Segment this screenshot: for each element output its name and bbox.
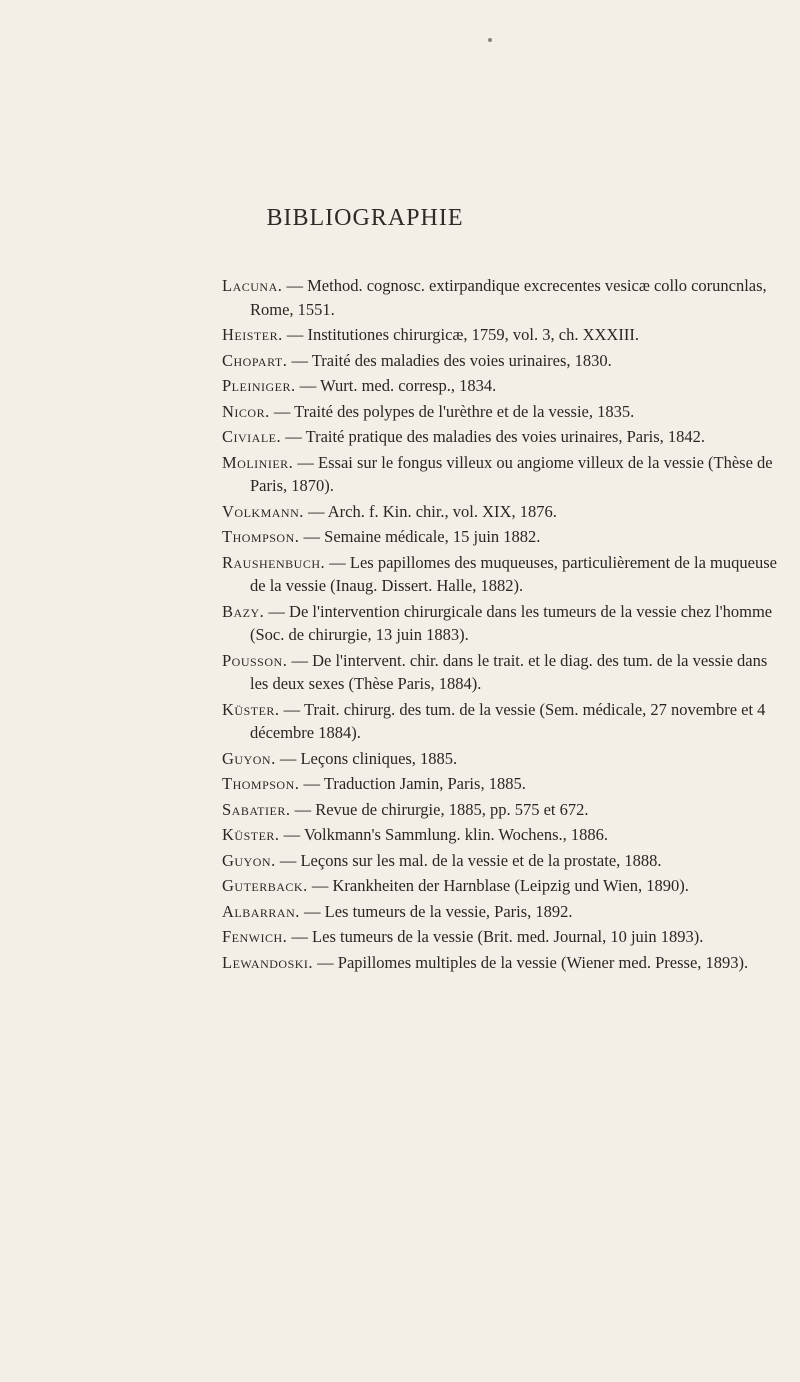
- bibliography-entry: [222, 274, 782, 321]
- bibliography-entry: [222, 900, 782, 924]
- entry-text: — Wurt. med. corresp., 1834.: [295, 376, 497, 395]
- entry-author: Bazy.: [222, 601, 265, 621]
- entry-author: Raushenbuch.: [222, 552, 326, 572]
- entry-text: — Papillomes multiples de la vessie (Wiener med. Presse, 1893).: [313, 952, 749, 972]
- entry-author: Sabatier.: [222, 799, 291, 819]
- page-title: BIBLIOGRAPHIE: [266, 205, 464, 231]
- bibliography-entry: [222, 925, 782, 949]
- entry-text: — Trait. chirurg. des tum. de la vessie (Sem. médicale, 27 novembre et 4 décembre 1884).: [250, 699, 766, 742]
- entry-author: Lacuna.: [222, 276, 283, 295]
- entry-author: Thompson.: [222, 527, 300, 546]
- bibliography-entry: [222, 374, 782, 398]
- entry-text: — Leçons cliniques, 1885.: [275, 748, 458, 768]
- entry-text: — Leçons sur les mal. de la vessie et de la prostate, 1888.: [275, 850, 662, 870]
- entry-author: Guyon.: [222, 748, 276, 768]
- entry-text: — Traité des maladies des voies urinaires, 1830.: [287, 350, 612, 370]
- bibliography-entry: [222, 451, 782, 498]
- bibliography-entry: [222, 747, 782, 771]
- entry-text: — Semaine médicale, 15 juin 1882.: [299, 527, 541, 546]
- bibliography-entry: [222, 874, 782, 898]
- entry-text: — De l'intervention chirurgicale dans les tumeurs de la vessie chez l'homme (Soc. de chirurgie, 13 juin 1883).: [250, 601, 773, 644]
- entry-author: Fenwich.: [222, 927, 288, 946]
- entry-text: — Method. cognosc. extirpandique excrecentes vesicæ collo coruncnlas, Rome, 1551.: [250, 276, 767, 319]
- entry-author: Küster.: [222, 699, 280, 719]
- entry-text: — Traité des polypes de l'urèthre et de la vessie, 1835.: [269, 401, 635, 421]
- entry-text: — Les tumeurs de la vessie (Brit. med. Journal, 10 juin 1893).: [287, 927, 704, 946]
- bibliography-list: [222, 274, 782, 976]
- bibliography-entry: [222, 349, 782, 373]
- bibliography-entry: [222, 425, 782, 449]
- bibliography-entry: [222, 323, 782, 347]
- bibliography-entry: [222, 649, 782, 696]
- entry-author: Guyon.: [222, 850, 276, 870]
- entry-text: — Les tumeurs de la vessie, Paris, 1892.: [299, 901, 573, 921]
- entry-author: Küster.: [222, 825, 280, 844]
- entry-author: Civiale.: [222, 427, 282, 446]
- entry-author: Lewandoski.: [222, 952, 314, 972]
- bibliography-entry: [222, 600, 782, 647]
- entry-author: Thompson.: [222, 774, 300, 793]
- entry-author: Chopart.: [222, 350, 288, 370]
- bibliography-entry: [222, 698, 782, 745]
- entry-text: — Volkmann's Sammlung. klin. Wochens., 1886.: [279, 825, 608, 844]
- bibliography-entry: [222, 400, 782, 424]
- entry-author: Volkmann.: [222, 501, 304, 521]
- entry-author: Pleiniger.: [222, 376, 296, 395]
- bibliography-entry: [222, 525, 782, 549]
- entry-author: Albarran.: [222, 901, 300, 921]
- entry-author: Pousson.: [222, 650, 288, 670]
- bibliography-entry: [222, 551, 782, 598]
- entry-author: Guterback.: [222, 876, 308, 895]
- entry-text: — Revue de chirurgie, 1885, pp. 575 et 672.: [290, 799, 589, 819]
- print-mark: [488, 38, 492, 42]
- bibliography-entry: [222, 772, 782, 796]
- entry-text: — Institutiones chirurgicæ, 1759, vol. 3, ch. XXXIII.: [282, 325, 639, 344]
- bibliography-entry: [222, 823, 782, 847]
- entry-author: Molinier.: [222, 452, 294, 472]
- entry-text: — Traduction Jamin, Paris, 1885.: [299, 774, 526, 793]
- bibliography-entry: [222, 849, 782, 873]
- entry-text: — De l'intervent. chir. dans le trait. et le diag. des tum. de la vessie dans les deux sexes (Thèse Paris, 1884).: [250, 650, 768, 693]
- bibliography-entry: [222, 500, 782, 524]
- entry-text: — Essai sur le fongus villeux ou angiome villeux de la vessie (Thèse de Paris, 1870).: [250, 452, 773, 495]
- entry-text: — Traité pratique des maladies des voies urinaires, Paris, 1842.: [281, 427, 706, 446]
- bibliography-entry: [222, 951, 782, 975]
- bibliography-entry: [222, 798, 782, 822]
- entry-text: — Krankheiten der Harnblase (Leipzig und Wien, 1890).: [307, 876, 689, 895]
- entry-text: — Arch. f. Kin. chir., vol. XIX, 1876.: [303, 501, 557, 521]
- entry-author: Heister.: [222, 325, 283, 344]
- entry-author: Nicor.: [222, 401, 270, 421]
- entry-text: — Les papillomes des muqueuses, particulièrement de la muqueuse de la vessie (Inaug. Dissert. Halle, 1882).: [250, 552, 777, 595]
